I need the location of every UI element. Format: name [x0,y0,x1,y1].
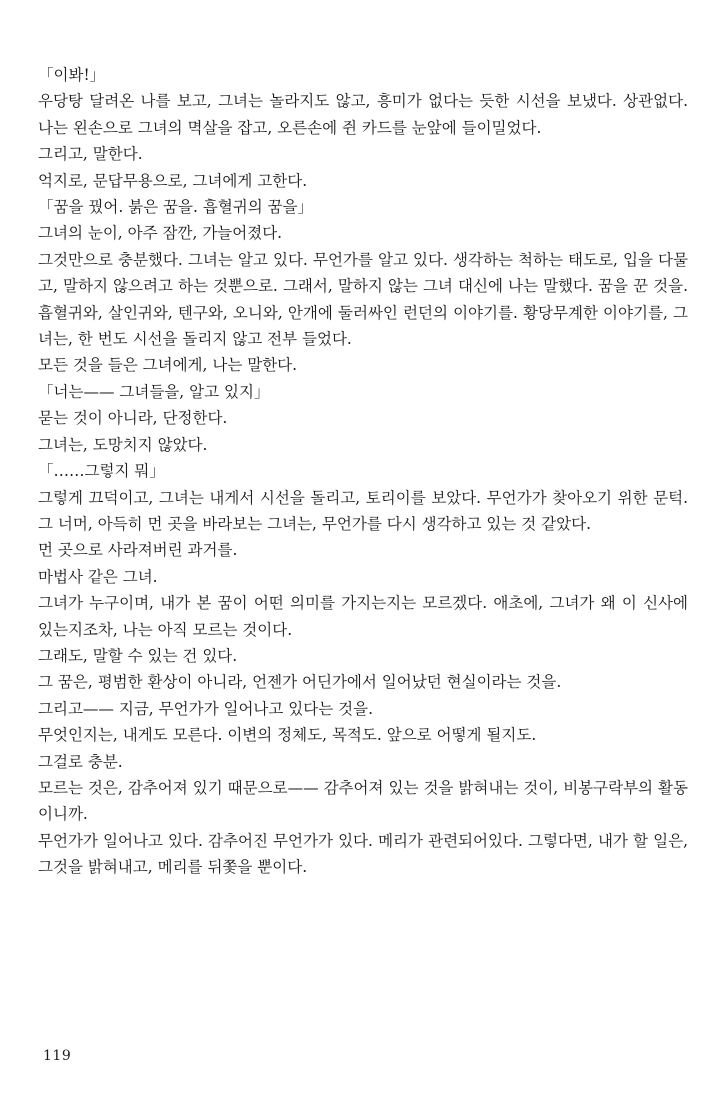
paragraph: 「꿈을 꿨어. 붉은 꿈을. 흡혈귀의 꿈을」 [38,198,314,217]
paragraph: 우당탕 달려온 나를 보고, 그녀는 놀라지도 않고, 흥미가 없다는 듯한 시선을 보냈다. 상관없다. 나는 왼손으로 그녀의 멱살을 잡고, 오른손에 쥔 카드를 눈앞에 들이밀었다. [38,92,688,137]
paragraph: 무엇인지는, 내게도 모른다. 이변의 정체도, 목적도. 앞으로 어떻게 될지도. [38,726,537,745]
paragraph: 억지로, 문답무용으로, 그녀에게 고한다. [38,171,308,190]
paragraph: 먼 곳으로 사라져버린 과거를. [38,541,238,560]
paragraph: 그리고, 말한다. [38,145,143,164]
page-number: 119 [43,1048,72,1064]
paragraph: 그걸로 충분. [38,752,123,771]
paragraph: 모든 것을 들은 그녀에게, 나는 말한다. [38,356,298,375]
paragraph: 그녀의 눈이, 아주 잠깐, 가늘어졌다. [38,224,283,243]
paragraph: 「이봐!」 [38,66,106,84]
paragraph: 모르는 것은, 감추어져 있기 때문으로—— 감추어져 있는 것을 밝혀내는 것이, 비봉구락부의 활동이니까. [38,778,688,824]
paragraph: 그렇게 끄덕이고, 그녀는 내게서 시선을 돌리고, 토리이를 보았다. 무언가가 찾아오기 위한 문턱. 그 너머, 아득히 먼 곳을 바라보는 그녀는, 무언가를 다시 생각하고 있는 것 같았다. [38,488,688,533]
paragraph: 마법사 같은 그녀. [38,567,158,586]
paragraph: 묻는 것이 아니라, 단정한다. [38,409,228,428]
paragraph: 무언가가 일어나고 있다. 감추어진 무언가가 있다. 메리가 관련되어있다. 그렇다면, 내가 할 일은, 그것을 밝혀내고, 메리를 뒤쫓을 뿐이다. [38,831,688,877]
paragraph: 그리고—— 지금, 무언가가 일어나고 있다는 것을. [38,699,374,718]
paragraph: 「……그렇지 뭐」 [38,462,165,481]
paragraph: 그것만으로 충분했다. 그녀는 알고 있다. 무언가를 알고 있다. 생각하는 척하는 태도로, 입을 다물고, 말하지 않으려고 하는 것뿐으로. 그래서, 말하지 않는 그녀 대신에 나는 말했다. 꿈을 꾼 것을. 흡혈귀와, 살인귀와, 텐구와, 오니와, 안개에 둘러싸인 런던의 이야기를. 황당무계한 이야기를, 그녀는, 한 번도 시선을 돌리지 않고 전부 들었다. [38,250,688,349]
paragraph: 그녀가 누구이며, 내가 본 꿈이 어떤 의미를 가지는지는 모르겠다. 애초에, 그녀가 왜 이 신사에 있는지조차, 나는 아직 모르는 것이다. [38,594,688,639]
paragraph: 그래도, 말할 수 있는 건 있다. [38,646,238,665]
body-text [38,62,688,881]
paragraph: 그녀는, 도망치지 않았다. [38,435,208,454]
paragraph: 「너는—— 그녀들을, 알고 있지」 [38,382,270,401]
paragraph: 그 꿈은, 평범한 환상이 아니라, 언젠가 어딘가에서 일어났던 현실이라는 것을. [38,673,562,692]
